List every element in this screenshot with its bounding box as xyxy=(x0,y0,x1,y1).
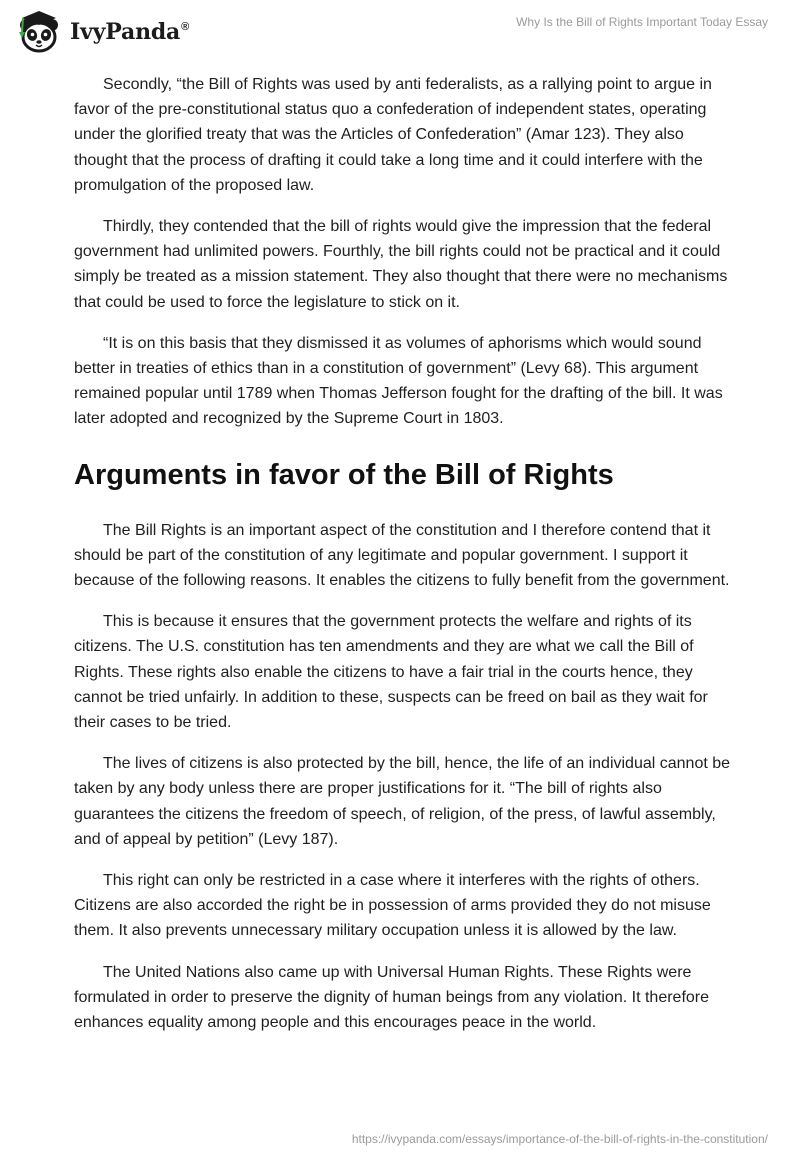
paragraph: The Bill Rights is an important aspect of the constitution and I therefore contend that it should be part of the constitution of any legitimate and popular government. I support it because of the following reasons. It enables the citizens to fully benefit from the government. xyxy=(74,521,730,590)
paragraph: Secondly, “the Bill of Rights was used by anti federalists, as a rallying point to argue in favor of the pre-constitutional status quo a confederation of independent states, operating under the glorified treaty that was the Articles of Confederation” (Amar 123). They also thought that the process of drafting it could take a long time and it could interfere with the promulgation of the proposed law. xyxy=(74,76,712,194)
paragraph: “It is on this basis that they dismissed it as volumes of aphorisms which would sound better in treaties of ethics than in a constitution of government” (Levy 68). This argument remained popular until 1789 when Thomas Jefferson fought for the drafting of the bill. It was later adopted and recognized by the Supreme Court in 1803. xyxy=(74,334,723,428)
brand-name-text: IvyPanda xyxy=(70,19,181,45)
source-url[interactable]: https://ivypanda.com/essays/importance-of-the-bill-of-rights-in-the-constitution/ xyxy=(351,1132,768,1146)
essay-content xyxy=(74,72,734,1051)
document-title: Why Is the Bill of Rights Important Today Essay xyxy=(516,15,768,29)
logo[interactable] xyxy=(14,8,189,54)
page-header xyxy=(0,0,800,62)
panda-graduation-cap-icon xyxy=(14,8,64,54)
paragraph: The United Nations also came up with Universal Human Rights. These Rights were formulated in order to preserve the dignity of human beings from any violation. It therefore enhances equality among people and this encourages peace in the world. xyxy=(74,963,710,1032)
paragraph: This right can only be restricted in a case where it interferes with the rights of others. Citizens are also accorded the right be in possession of arms provided they do not misuse them. It also prevents unnecessary military occupation unless it is allowed by the law. xyxy=(74,872,711,940)
registered-mark: ® xyxy=(181,21,190,33)
paragraph: The lives of citizens is also protected by the bill, hence, the life of an individual cannot be taken by any body unless there are proper justifications for it. “The bill of rights also guarantees the citizens the freedom of speech, of religion, of the press, of lawful assembly, and of appeal by petition” (Levy 187). xyxy=(74,755,731,848)
paragraph: This is because it ensures that the government protects the welfare and rights of its citizens. The U.S. constitution has ten amendments and they are what we call the Bill of Rights. These rights also enable the citizens to have a fair trial in the courts hence, they cannot be tried unfairly. In addition to these, suspects can be freed on bail as they wait for their cases to be tried. xyxy=(74,613,708,732)
section-heading: Arguments in favor of the Bill of Rights xyxy=(74,458,614,491)
brand-name xyxy=(70,19,189,45)
paragraph: Thirdly, they contended that the bill of rights would give the impression that the federal government had unlimited powers. Fourthly, the bill rights could not be practical and it could simply be treated as a mission statement. They also thought that there were no mechanisms that could be used to force the legislature to stick on it. xyxy=(74,218,728,311)
